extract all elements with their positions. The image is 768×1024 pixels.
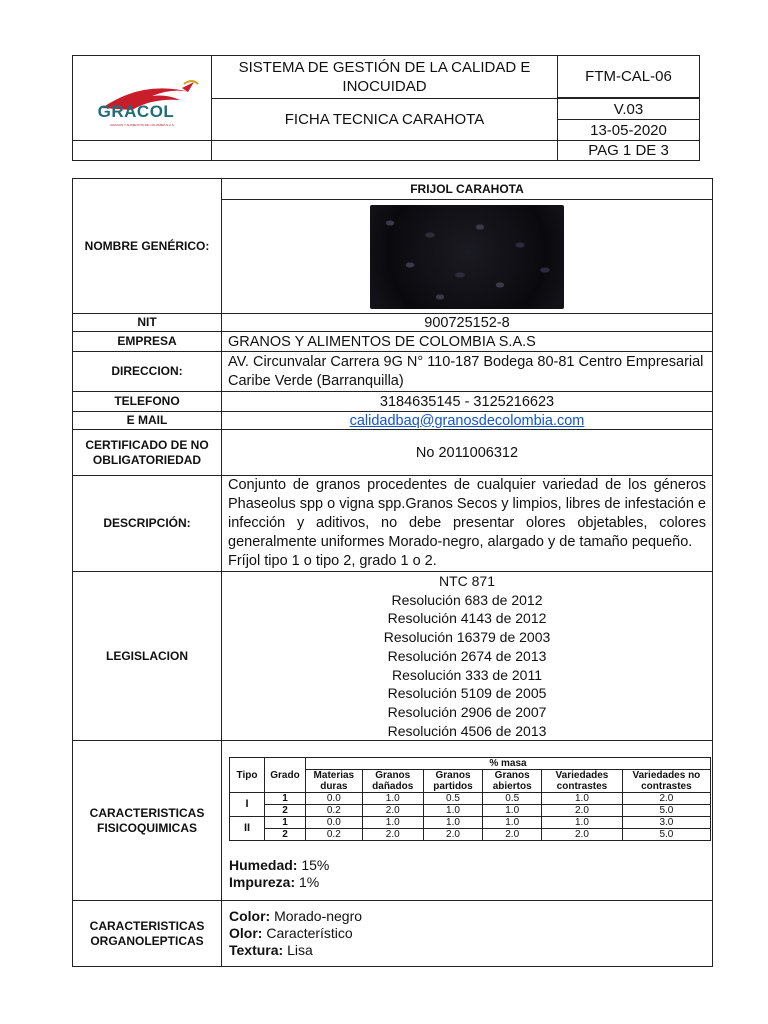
descripcion-tipo: Fríjol tipo 1 o tipo 2, grado 1 o 2. <box>228 553 437 569</box>
table-cell: 0.5 <box>483 793 542 805</box>
olor-line <box>223 925 711 942</box>
col-header: Granos abiertos <box>483 770 542 793</box>
humedad-value: 15% <box>297 857 330 874</box>
color-value: Morado-negro <box>270 908 363 925</box>
legislacion-item: Resolución 16379 de 2003 <box>383 629 551 646</box>
textura-value: Lisa <box>283 942 313 959</box>
descripcion-value <box>222 476 713 572</box>
fisicoquimicas-label: CARACTERISTICAS FISICOQUIMICAS <box>73 741 222 901</box>
fisicoquimicas-table <box>229 757 711 841</box>
col-header: Materias duras <box>306 770 363 793</box>
certificado-value: No 2011006312 <box>222 430 713 476</box>
table-row <box>230 829 711 841</box>
email-label: E MAIL <box>73 412 222 430</box>
table-cell: 1.0 <box>542 817 623 829</box>
legislacion-item: Resolución 2906 de 2007 <box>387 703 547 720</box>
tipo-cell: I <box>230 793 265 817</box>
organolepticas-label: CARACTERISTICAS ORGANOLEPTICAS <box>73 901 222 967</box>
system-title: SISTEMA DE GESTIÓN DE LA CALIDAD E INOCUIDAD <box>212 56 558 99</box>
table-cell: 1.0 <box>483 817 542 829</box>
table-cell: 3.0 <box>622 817 710 829</box>
telefono-value: 3184635145 - 3125216623 <box>222 392 713 412</box>
doc-version: V.03 <box>558 99 700 120</box>
textura-line <box>223 942 711 959</box>
table-cell: 0.2 <box>306 805 363 817</box>
legislacion-item: Resolución 4143 de 2012 <box>387 610 547 627</box>
telefono-label: TELEFONO <box>73 392 222 412</box>
legislacion-item: Resolución 5109 de 2005 <box>387 685 547 702</box>
table-cell: 1.0 <box>423 817 482 829</box>
logo-subtext: GRANOS Y ALIMENTOS DE COLOMBIA S.A.S <box>110 122 174 127</box>
black-beans-photo <box>370 205 564 309</box>
table-cell: 0.5 <box>423 793 482 805</box>
document-header <box>72 55 700 161</box>
col-grado: Grado <box>265 758 306 793</box>
humedad-label: Humedad: <box>229 857 298 874</box>
doc-title: FICHA TECNICA CARAHOTA <box>212 99 558 141</box>
legislacion-item: Resolución 2674 de 2013 <box>387 647 547 664</box>
color-label: Color: <box>229 908 271 925</box>
empresa-value: GRANOS Y ALIMENTOS DE COLOMBIA S.A.S <box>222 332 713 352</box>
table-cell: 5.0 <box>622 805 710 817</box>
doc-date: 13-05-2020 <box>558 120 700 141</box>
table-cell: 1.0 <box>483 805 542 817</box>
empresa-label: EMPRESA <box>73 332 222 352</box>
table-row <box>230 805 711 817</box>
olor-value: Característico <box>262 925 353 942</box>
masa-header: % masa <box>306 758 711 770</box>
col-tipo: Tipo <box>230 758 265 793</box>
legislacion-item: Resolución 4506 de 2013 <box>387 722 547 739</box>
col-header: Granos partidos <box>423 770 482 793</box>
nit-value: 900725152-8 <box>222 314 713 332</box>
table-row <box>230 793 711 805</box>
doc-page: PAG 1 DE 3 <box>558 141 700 161</box>
descripcion-label: DESCRIPCIÓN: <box>73 476 222 572</box>
company-logo <box>73 70 211 127</box>
textura-label: Textura: <box>229 942 284 959</box>
table-row <box>230 817 711 829</box>
legislacion-list <box>222 572 713 741</box>
tipo-cell: II <box>230 817 265 841</box>
logo-text: GRACOL <box>97 101 175 121</box>
table-cell: 5.0 <box>622 829 710 841</box>
legislacion-item: NTC 871 <box>438 573 496 589</box>
descripcion-text: Conjunto de granos procedentes de cualquier variedad de los géneros Phaseolus spp o vigna spp.Granos Secos y limpios, libres de infestación e infección y aditivos, no debe presentar olores objetables, colores generalmente uniformes Morado-negro, alargado y de tamaño pequeño. <box>228 477 706 550</box>
table-cell: 2.0 <box>622 793 710 805</box>
table-cell: 1.0 <box>362 793 423 805</box>
doc-code: FTM-CAL-06 <box>558 56 700 98</box>
color-line <box>223 908 711 925</box>
nombre-generico-label: NOMBRE GENÉRICO: <box>73 179 222 314</box>
impureza-label: Impureza: <box>229 874 296 891</box>
nit-label: NIT <box>73 314 222 332</box>
direccion-value: AV. Circunvalar Carrera 9G N° 110-187 Bodega 80-81 Centro Empresarial Caribe Verde (Barranquilla) <box>222 352 713 392</box>
grado-cell: 1 <box>265 817 306 829</box>
table-cell: 2.0 <box>362 829 423 841</box>
olor-label: Olor: <box>229 925 263 942</box>
col-header: Granos dañados <box>362 770 423 793</box>
table-cell: 0.2 <box>306 829 363 841</box>
table-cell: 2.0 <box>542 805 623 817</box>
table-cell: 0.0 <box>306 817 363 829</box>
table-cell: 0.0 <box>306 793 363 805</box>
impureza-value: 1% <box>295 874 320 891</box>
table-cell: 2.0 <box>542 829 623 841</box>
col-header: Variedades no contrastes <box>622 770 710 793</box>
table-cell: 1.0 <box>423 805 482 817</box>
logo-cell <box>73 56 212 141</box>
impureza-line <box>223 874 711 891</box>
table-cell: 2.0 <box>362 805 423 817</box>
table-cell: 1.0 <box>362 817 423 829</box>
table-cell: 1.0 <box>542 793 623 805</box>
col-header: Variedades contrastes <box>542 770 623 793</box>
legislacion-item: Resolución 683 de 2012 <box>391 591 543 608</box>
table-cell: 2.0 <box>423 829 482 841</box>
certificado-label: CERTIFICADO DE NO OBLIGATORIEDAD <box>73 430 222 476</box>
grado-cell: 2 <box>265 805 306 817</box>
legislacion-label: LEGISLACION <box>73 572 222 741</box>
product-title: FRIJOL CARAHOTA <box>222 179 713 200</box>
email-link[interactable]: calidadbaq@granosdecolombia.com <box>349 412 585 429</box>
table-cell: 2.0 <box>483 829 542 841</box>
humedad-line <box>223 857 711 874</box>
direccion-label: DIRECCION: <box>73 352 222 392</box>
grado-cell: 1 <box>265 793 306 805</box>
grado-cell: 2 <box>265 829 306 841</box>
spec-table <box>72 178 713 967</box>
legislacion-item: Resolución 333 de 2011 <box>392 666 542 683</box>
